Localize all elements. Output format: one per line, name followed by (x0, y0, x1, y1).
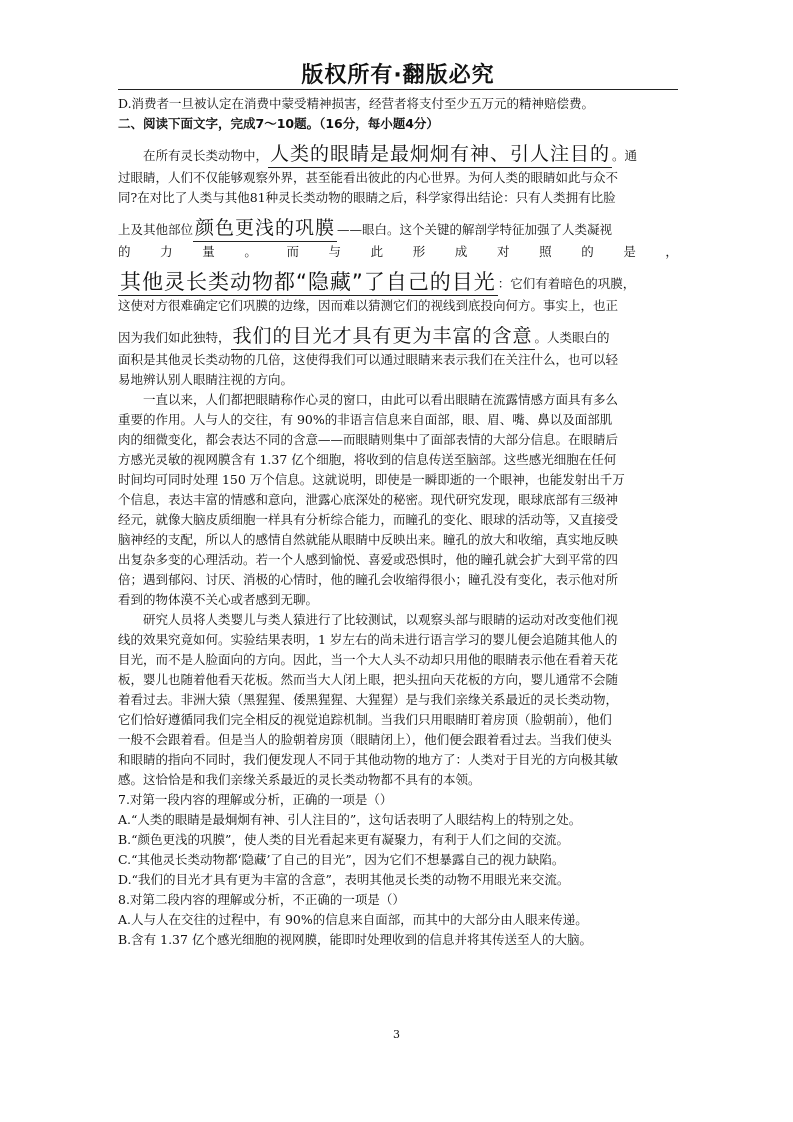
paragraph-line: 脑神经的支配，所以人的感情自然就能从眼睛中反映出来。瞳孔的放大和收缩，真实地反映 (118, 532, 619, 547)
paragraph-line: 这使对方很难确定它们巩膜的边缘，因而难以猜测它们的视线到底投向何方。事实上，也正 (118, 298, 619, 313)
paragraph-line: 其他灵长类动物都“隐藏”了自己的目光 ：它们有着暗色的巩膜， (120, 270, 636, 294)
paragraph-line: 目光，而不是人脸面向的方向。因此，当一个大人头不动却只用他的眼睛表示他在看着天花 (118, 652, 619, 667)
paragraph-line: 易地辨认别人眼睛注视的方向。 (118, 372, 294, 387)
paragraph-line: 着看过去。非洲大猿（黑猩猩、倭黑猩猩、大猩猩）是与我们亲缘关系最近的灵长类动物， (118, 692, 619, 707)
spaced-char: 是 (623, 244, 636, 259)
spaced-char: 量 (202, 244, 215, 259)
page-number: 3 (393, 1028, 400, 1041)
paragraph-line: 出复杂多变的心理活动。若一个人感到愉悦、喜爱或恐惧时，他的瞳孔就会扩大到平常的四 (118, 552, 619, 567)
justified-paragraph-line (118, 242, 678, 262)
option-line: D.消费者一旦被认定在消费中蒙受精神损害，经营者将支付至少五万元的精神赔偿费。 (118, 96, 595, 111)
answer-option: C.“其他灵长类动物都‘隐藏’了自己的目光”，因为它们不想暴露自己的视力缺陷。 (118, 852, 565, 867)
question-stem: 7.对第一段内容的理解或分析，正确的一项是（） (118, 792, 393, 807)
paragraph-line: 看到的物体漠不关心或者感到无聊。 (118, 592, 319, 607)
handwritten-underlined-text: 我们的目光才具有更为丰富的含意 (231, 323, 535, 350)
answer-option: B.含有 1.37 亿个感光细胞的视网膜，能即时处理收到的信息并将其传送至人的大脑。 (118, 932, 592, 947)
answer-option: D.“我们的目光才具有更为丰富的含意”，表明其他灵长类的动物不用眼光来交流。 (118, 872, 570, 887)
paragraph-line: 重要的作用。人与人的交往，有 90%的非语言信息来自面部，眼、眉、嘴、鼻以及面部肌 (118, 412, 613, 427)
paragraph-line: 经元，就像大脑皮质细胞一样具有分析综合能力，而瞳孔的变化、眼球的活动等，又直接受 (118, 512, 619, 527)
spaced-char: 力 (160, 244, 173, 259)
spaced-char: 与 (328, 244, 342, 259)
answer-option: A.“人类的眼睛是最炯炯有神、引人注目的”，这句话表明了人眼结构上的特别之处。 (118, 812, 582, 827)
paragraph-line: 线的效果究竟如何。实验结果表明，1 岁左右的尚未进行语言学习的婴儿便会追随其他人的 (118, 632, 618, 647)
header-divider (118, 89, 678, 90)
spaced-char: ， (665, 244, 678, 259)
spaced-char: 形 (412, 244, 426, 259)
handwritten-underlined-text: 其他灵长类动物都“隐藏”了自己的目光 (120, 270, 496, 294)
paragraph-line: 时间均可同时处理 150 万个信息。这就说明，即使是一瞬即逝的一个眼神，也能发射出千万 (118, 472, 625, 487)
spaced-char: 照 (539, 244, 552, 259)
question-stem: 8.对第二段内容的理解或分析，不正确的一项是（） (118, 892, 405, 907)
answer-option: A.人与人在交往的过程中，有 90%的信息来自面部，而其中的大部分由人眼来传递。 (118, 912, 588, 927)
paragraph-line: 在所有灵长类动物中， 人类的眼睛是最炯炯有神、引人注目的 。通 (118, 134, 678, 168)
spaced-char: 成 (454, 244, 468, 259)
page-header: 版权所有·翻版必究 (301, 63, 495, 88)
paragraph-line: 因为我们如此独特， 我们的目光才具有更为丰富的含意 。人类眼白的 (118, 316, 678, 350)
paragraph-line: 和眼睛的指向不同时，我们便发现人不同于其他动物的地方了：人类对于目光的方向极其敏 (118, 752, 619, 767)
spaced-char: 。 (244, 244, 257, 259)
handwritten-underlined-text: 人类的眼睛是最炯炯有神、引人注目的 (268, 141, 612, 168)
spaced-char: 而 (286, 244, 299, 259)
paragraph-line: 它们恰好遵循同我们完全相反的视觉追踪机制。当我们只用眼睛盯着房顶（脸朝前），他们 (118, 712, 612, 727)
paragraph-line: 方感光灵敏的视网膜含有 1.37 亿个细胞，将收到的信息传送至脑部。这些感光细胞在任何 (118, 452, 617, 467)
paragraph-line: 研究人员将人类婴儿与类人猿进行了比较测试，以观察头部与眼睛的运动对改变他们视 (143, 612, 619, 627)
document-body (118, 94, 678, 950)
paragraph-line: 上及其他部位 颜色更浅的巩膜 ——眼白。这个关键的解剖学特征加强了人类凝视 (118, 208, 678, 242)
paragraph-line: 个信息，表达丰富的情感和意向，泄露心底深处的秘密。现代研究发现，眼球底部有三级神 (118, 492, 619, 507)
handwritten-underlined-text: 颜色更浅的巩膜 (193, 215, 337, 242)
paragraph-line: 面积是其他灵长类动物的几倍，这使得我们可以通过眼睛来表示我们在关注什么，也可以轻 (118, 352, 619, 367)
paragraph-line: 板，婴儿也随着他看天花板。然而当大人闭上眼，把头扭向天花板的方向，婴儿通常不会随 (118, 672, 619, 687)
spaced-char: 对 (496, 244, 510, 259)
spaced-char: 的 (581, 244, 594, 259)
spaced-char: 的 (118, 244, 131, 259)
answer-option: B.“颜色更浅的巩膜”，使人类的目光看起来更有凝聚力，有利于人们之间的交流。 (118, 832, 569, 847)
paragraph-line: 一般不会跟着看。但是当人的脸朝着房顶（眼睛闭上），他们便会跟着看过去。当我们使头 (118, 732, 612, 747)
paragraph-line: 肉的细微变化，都会表达不同的含意——而眼睛则集中了面部表情的大部分信息。在眼睛后 (118, 432, 619, 447)
paragraph-line: 过眼睛，人们不仅能够观察外界，甚至能看出彼此的内心世界。为何人类的眼睛如此与众不 (118, 170, 619, 185)
paragraph-line: 感。这恰恰是和我们亲缘关系最近的灵长类动物都不具有的本领。 (118, 772, 481, 787)
paragraph-line: 一直以来，人们都把眼睛称作心灵的窗口，由此可以看出眼睛在流露情感方面具有多么 (143, 392, 619, 407)
paragraph-line: 倍；遇到郁闷、讨厌、消极的心情时，他的瞳孔会收缩得很小；瞳孔没有变化，表示他对所 (118, 572, 619, 587)
paragraph-line: 同?在对比了人类与其他81种灵长类动物的眼睛之后，科学家得出结论：只有人类拥有比脸 (118, 190, 616, 205)
spaced-char: 此 (370, 244, 384, 259)
section-heading: 二、阅读下面文字，完成7～10题。（16分，每小题4分） (118, 116, 439, 131)
